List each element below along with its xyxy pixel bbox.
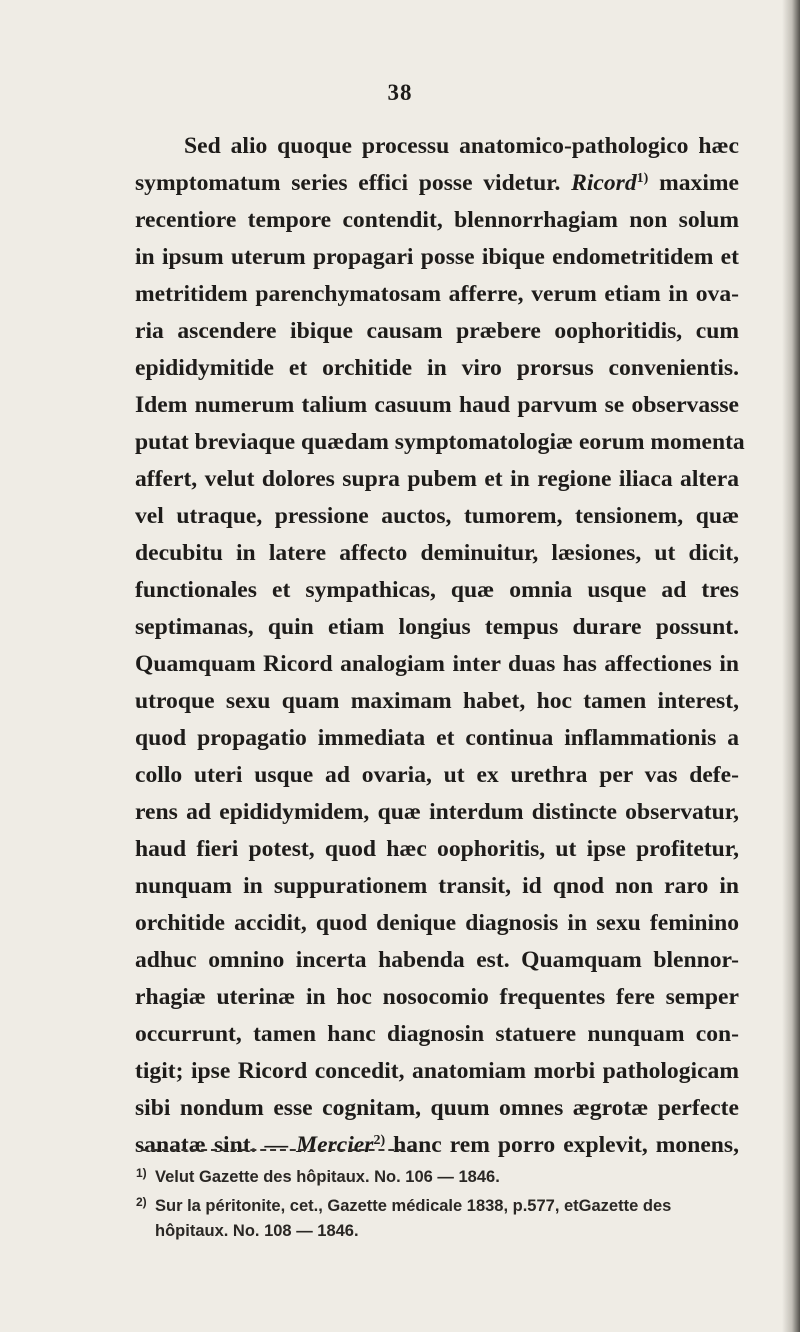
text-segment: septimanas, quin etiam longius tempus durare possunt. [135, 614, 739, 640]
text-segment: symptomatum series effici posse videtur. [135, 170, 572, 196]
footnote-text: hôpitaux. No. 108 — 1846. [155, 1222, 359, 1240]
text-segment: metritidem parenchymatosam afferre, verum etiam in ova- [135, 281, 739, 307]
text-line [135, 165, 739, 202]
text-line [135, 239, 739, 276]
text-line [135, 202, 739, 239]
footnote-line [136, 1219, 746, 1244]
text-segment: quod propagatio immediata et continua inflammationis a [135, 725, 739, 751]
footnote-marker: 1) [636, 171, 649, 186]
footnote-mark: 1) [136, 1166, 147, 1180]
text-line [135, 535, 739, 572]
text-segment: sibi nondum esse cognitam, quum omnes ægrotæ perfecte [135, 1095, 739, 1121]
text-line [135, 609, 739, 646]
footnote-mark: 2) [136, 1195, 147, 1209]
author-name: Mercier [296, 1132, 374, 1158]
text-line [135, 646, 739, 683]
text-segment: occurrunt, tamen hanc diagnosin statuere nunquam con- [135, 1021, 739, 1047]
footnote-text: Sur la péritonite, cet., Gazette médicale 1838, p.577, etGazette des [155, 1197, 672, 1215]
text-segment: affert, velut dolores supra pubem et in regione iliaca altera [135, 466, 739, 492]
text-line [135, 1053, 739, 1090]
text-segment: Quamquam Ricord analogiam inter duas has affectiones in [135, 651, 739, 677]
text-segment: utroque sexu quam maximam habet, hoc tamen interest, [135, 688, 739, 714]
text-line [135, 720, 739, 757]
footnote-line [136, 1190, 746, 1219]
footnote-line [136, 1161, 746, 1190]
page-edge-shadow [782, 0, 800, 1332]
text-line [135, 979, 739, 1016]
text-segment: haud fieri potest, quod hæc oophoritis, ut ipse profitetur, [135, 836, 739, 862]
text-segment: nunquam in suppurationem transit, id qnod non raro in [135, 873, 739, 899]
text-segment: Idem numerum talium casuum haud parvum se observasse [135, 392, 739, 418]
text-segment: sanatæ sint. — [135, 1132, 297, 1158]
page-number: 38 [387, 80, 413, 105]
text-line [135, 1090, 739, 1127]
text-segment: decubitu in latere affecto deminuitur, læsiones, ut dicit, [135, 540, 739, 566]
body-text [135, 128, 745, 1164]
text-segment: orchitide accidit, quod denique diagnosis in sexu feminino [135, 910, 739, 936]
text-line [135, 794, 739, 831]
text-segment: in ipsum uterum propagari posse ibique endometritidem et [135, 244, 739, 270]
author-name: Ricord [571, 170, 637, 196]
text-segment: tigit; ipse Ricord concedit, anatomiam morbi pathologicam [135, 1058, 739, 1084]
text-segment: ria ascendere ibique causam præbere oophoritidis, cum [135, 318, 739, 344]
text-line [135, 461, 739, 498]
text-segment: maxime [648, 170, 740, 196]
text-line [135, 1127, 739, 1164]
text-segment: rhagiæ uterinæ in hoc nosocomio frequentes fere semper [135, 984, 739, 1010]
text-line [135, 350, 739, 387]
text-line [135, 387, 739, 424]
text-line [135, 572, 739, 609]
text-segment: adhuc omnino incerta habenda est. Quamquam blennor- [135, 947, 739, 973]
text-segment: vel utraque, pressione auctos, tumorem, tensionem, quæ [135, 503, 739, 529]
text-line [135, 905, 739, 942]
footnote-marker: 2) [373, 1133, 386, 1148]
footnotes [136, 1161, 746, 1244]
text-segment: hanc rem porro explevit, monens, [385, 1132, 739, 1158]
text-line [135, 942, 739, 979]
text-line [135, 313, 739, 350]
footnote-rule [142, 1149, 414, 1151]
text-line [135, 868, 739, 905]
text-segment: collo uteri usque ad ovaria, ut ex urethra per vas defe- [135, 762, 739, 788]
footnote-text: Velut Gazette des hôpitaux. No. 106 — 1846. [155, 1168, 500, 1186]
text-line [135, 757, 739, 794]
text-segment: Sed alio quoque processu anatomico-pathologico hæc [184, 133, 739, 159]
text-line [135, 276, 739, 313]
text-line [135, 128, 739, 165]
text-line [135, 498, 739, 535]
text-segment: functionales et sympathicas, quæ omnia usque ad tres [135, 577, 739, 603]
text-line [135, 683, 739, 720]
text-segment: rens ad epididymidem, quæ interdum distincte observatur, [135, 799, 739, 825]
text-segment: putat breviaque quædam symptomatologiæ eorum momenta [135, 429, 745, 455]
text-line [135, 831, 739, 868]
text-segment: recentiore tempore contendit, blennorrhagiam non solum [135, 207, 739, 233]
text-line [135, 424, 745, 461]
text-segment: epididymitide et orchitide in viro prorsus convenientis. [135, 355, 739, 381]
text-line [135, 1016, 739, 1053]
